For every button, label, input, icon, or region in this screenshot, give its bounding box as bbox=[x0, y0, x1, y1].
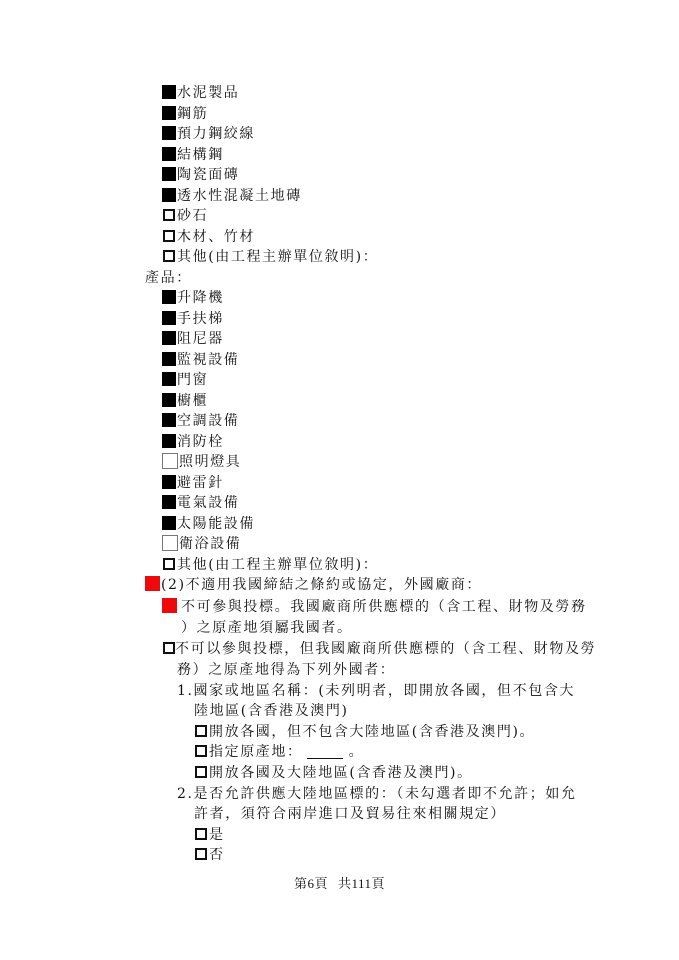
product-item[interactable]: 手扶梯 bbox=[162, 309, 224, 329]
q1-title: 1.國家或地區名稱：(未列明者，即開放各國，但不包含大 bbox=[177, 683, 576, 699]
unchecked-box-icon[interactable] bbox=[195, 828, 207, 840]
unchecked-box-icon[interactable] bbox=[163, 642, 175, 654]
product-item[interactable]: 阻尼器 bbox=[162, 329, 224, 349]
product-item[interactable]: 監視設備 bbox=[162, 350, 239, 370]
checked-box-icon[interactable] bbox=[162, 147, 176, 161]
material-item[interactable]: 水泥製品 bbox=[162, 83, 239, 103]
material-item[interactable]: 陶瓷面磚 bbox=[162, 165, 239, 185]
product-item[interactable]: 其他(由工程主辦單位敘明)： bbox=[162, 555, 378, 575]
q2-option-no[interactable]: 否 bbox=[194, 845, 225, 865]
unchecked-box-icon[interactable] bbox=[163, 250, 175, 262]
checked-box-icon[interactable] bbox=[162, 516, 176, 530]
product-item[interactable]: 櫥櫃 bbox=[162, 391, 208, 411]
material-item[interactable]: 其他(由工程主辦單位敘明)： bbox=[162, 247, 378, 267]
q2-title: 2.是否允許供應大陸地區標的：（未勾選者即不允許；如允 bbox=[177, 786, 577, 802]
checked-box-icon[interactable] bbox=[162, 372, 176, 386]
checked-box-icon[interactable] bbox=[162, 126, 176, 140]
current-page: 第6頁 bbox=[293, 876, 328, 891]
unchecked-box-icon[interactable] bbox=[195, 725, 207, 737]
option-restricted-origin[interactable]: 不可以參與投標，但我國廠商所供應標的（含工程、財物及勞 bbox=[162, 639, 596, 659]
product-item[interactable]: 照明燈具 bbox=[162, 452, 241, 472]
products-heading: 產品： bbox=[145, 270, 192, 286]
unchecked-box-icon[interactable] bbox=[195, 745, 207, 757]
checked-box-icon[interactable] bbox=[162, 495, 176, 509]
material-item[interactable]: 鋼筋 bbox=[162, 104, 208, 124]
product-item[interactable]: 消防栓 bbox=[162, 432, 224, 452]
q1-option-specified[interactable]: 指定原產地： 。 bbox=[194, 742, 364, 762]
unchecked-box-icon[interactable] bbox=[195, 848, 207, 860]
checked-box-icon[interactable] bbox=[162, 434, 176, 448]
q2-option-yes[interactable]: 是 bbox=[194, 825, 225, 845]
product-item[interactable]: 空調設備 bbox=[162, 411, 239, 431]
checked-box-icon[interactable] bbox=[162, 167, 176, 181]
unchecked-box-icon[interactable] bbox=[162, 453, 178, 469]
checked-box-icon[interactable] bbox=[162, 188, 176, 202]
checked-box-icon[interactable] bbox=[162, 331, 176, 345]
product-item[interactable]: 太陽能設備 bbox=[162, 514, 255, 534]
checked-box-icon[interactable] bbox=[162, 413, 176, 427]
checked-box-icon[interactable] bbox=[162, 106, 176, 120]
checked-red-box-icon[interactable] bbox=[162, 598, 177, 613]
option-no-bidding[interactable]: 不可參與投標。我國廠商所供應標的（含工程、財物及勞務 bbox=[162, 597, 587, 617]
product-item[interactable]: 衛浴設備 bbox=[162, 534, 241, 554]
checked-box-icon[interactable] bbox=[162, 393, 176, 407]
unchecked-box-icon[interactable] bbox=[163, 230, 175, 242]
checked-box-icon[interactable] bbox=[162, 475, 176, 489]
checked-box-icon[interactable] bbox=[162, 85, 176, 99]
page-footer bbox=[0, 873, 679, 892]
material-item[interactable]: 預力鋼絞線 bbox=[162, 124, 255, 144]
product-item[interactable]: 電氣設備 bbox=[162, 493, 239, 513]
material-item[interactable]: 砂石 bbox=[162, 206, 208, 226]
total-pages: 共111頁 bbox=[337, 876, 386, 891]
option-restricted-origin-cont: 務）之原產地得為下列外國者： bbox=[177, 662, 396, 678]
checked-red-box-icon[interactable] bbox=[145, 576, 160, 591]
checked-box-icon[interactable] bbox=[162, 311, 176, 325]
product-item[interactable]: 門窗 bbox=[162, 370, 208, 390]
unchecked-box-icon[interactable] bbox=[195, 766, 207, 778]
unchecked-box-icon[interactable] bbox=[162, 535, 178, 551]
unchecked-box-icon[interactable] bbox=[163, 209, 175, 221]
unchecked-box-icon[interactable] bbox=[163, 558, 175, 570]
product-item[interactable]: 升降機 bbox=[162, 288, 224, 308]
q1-option[interactable]: 開放各國，但不包含大陸地區(含香港及澳門)。 bbox=[194, 722, 535, 742]
section2-heading[interactable]: (2)不適用我國締結之條約或協定，外國廠商： bbox=[145, 575, 482, 595]
q1-title-cont: 陸地區(含香港及澳門) bbox=[194, 703, 349, 719]
material-item[interactable]: 透水性混凝土地磚 bbox=[162, 186, 302, 206]
q2-title-cont: 許者，須符合兩岸進口及貿易往來相關規定） bbox=[194, 806, 506, 822]
material-item[interactable]: 結構鋼 bbox=[162, 145, 224, 165]
option-no-bidding-cont: ）之原產地須屬我國者。 bbox=[181, 620, 353, 636]
checked-box-icon[interactable] bbox=[162, 290, 176, 304]
q1-option[interactable]: 開放各國及大陸地區(含香港及澳門)。 bbox=[194, 763, 473, 783]
product-item[interactable]: 避雷針 bbox=[162, 473, 224, 493]
checked-box-icon[interactable] bbox=[162, 352, 176, 366]
material-item[interactable]: 木材、竹材 bbox=[162, 227, 255, 247]
origin-blank-field[interactable] bbox=[307, 744, 343, 759]
